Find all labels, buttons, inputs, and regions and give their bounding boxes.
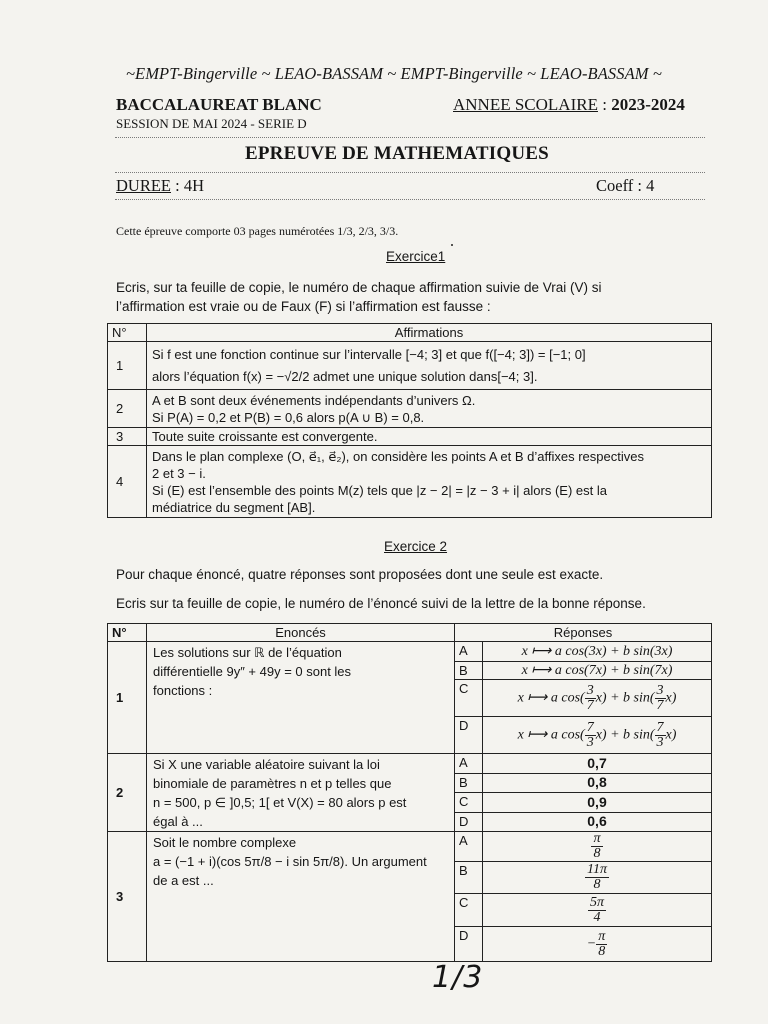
mcq-table [107, 623, 712, 962]
fraction-numerator: 3 [656, 682, 664, 698]
column-header-enonces: Enoncés [147, 624, 455, 642]
answer-letter: D [455, 717, 483, 754]
fraction-numerator: 5π [589, 894, 604, 910]
question-number: 1 [108, 642, 147, 754]
exam-title: BACCALAUREAT BLANC [116, 95, 322, 114]
answer-letter: D [455, 927, 483, 962]
exercice1-instructions [116, 278, 706, 316]
table-row [108, 446, 712, 518]
subject-title: EPREUVE DE MATHEMATIQUES [245, 143, 549, 164]
fraction-denominator: 8 [593, 877, 601, 892]
answer-letter: A [455, 642, 483, 662]
answer-option [483, 832, 712, 862]
answer-letter: D [455, 812, 483, 832]
answer-option: x ⟼ a cos(7x) + b sin(7x) [483, 662, 712, 680]
answer-option [483, 927, 712, 962]
fraction-denominator: 4 [593, 909, 601, 925]
affirmations-table [107, 323, 712, 518]
statement-line: différentielle 9y″ + 49y = 0 sont les [153, 664, 352, 679]
answer-option [483, 862, 712, 894]
question-number: 2 [108, 754, 147, 832]
answer-option [483, 717, 712, 754]
exercice2-instructions-line: Ecris sur ta feuille de copie, le numéro de l’énoncé suivi de la lettre de la bonne réponse. [116, 596, 646, 611]
expr-part: x) + b sin( [595, 690, 655, 706]
row-number: 1 [108, 342, 147, 390]
duration-label: DUREE [116, 176, 171, 195]
statement-line: fonctions : [153, 683, 213, 698]
answer-option: x ⟼ a cos(3x) + b sin(3x) [483, 642, 712, 662]
exercice1-instructions-line: Ecris, sur ta feuille de copie, le numéro de chaque affirmation suivie de Vrai (V) si [116, 280, 602, 295]
table-row [108, 642, 712, 662]
expr-part: x) + b sin( [595, 727, 655, 743]
answer-letter: A [455, 832, 483, 862]
question-statement [147, 642, 455, 754]
fraction [585, 684, 596, 713]
school-year-value: 2023-2024 [611, 95, 685, 114]
affirmation-line: 2 et 3 − i. [152, 465, 206, 481]
fraction [655, 721, 666, 750]
affirmation-text [147, 446, 712, 518]
fraction-numerator: 7 [656, 719, 664, 735]
column-header-reponses: Réponses [455, 624, 712, 642]
expr-part: x) [665, 690, 677, 706]
duration-value: : 4H [171, 176, 204, 195]
fraction [591, 832, 602, 861]
answer-option: 0,7 [483, 754, 712, 774]
fraction [585, 863, 609, 892]
question-statement [147, 832, 455, 962]
question-statement [147, 754, 455, 832]
fraction-denominator: 7 [586, 697, 594, 713]
answer-option: 0,9 [483, 793, 712, 813]
duration [116, 176, 204, 196]
expr-part: x ⟼ a cos( [517, 727, 585, 743]
fraction-denominator: 3 [656, 734, 664, 750]
answer-letter: C [455, 680, 483, 717]
answer-option [483, 680, 712, 717]
fraction-denominator: 8 [593, 846, 601, 861]
column-header-affirmations: Affirmations [147, 324, 712, 342]
exercice2-instructions-line: Pour chaque énoncé, quatre réponses sont proposées dont une seule est exacte. [116, 567, 604, 582]
statement-line: binomiale de paramètres n et p telles que [153, 776, 392, 791]
affirmation-line: Si P(A) = 0,2 et P(B) = 0,6 alors p(A ∪ B) = 0,8. [152, 409, 425, 425]
answer-letter: B [455, 862, 483, 894]
answer-option [483, 894, 712, 927]
page-count-note: Cette épreuve comporte 03 pages numérotées 1/3, 2/3, 3/3. [116, 224, 399, 238]
fraction-numerator: 7 [586, 719, 594, 735]
coefficient: Coeff : 4 [596, 176, 655, 195]
answer-letter: B [455, 662, 483, 680]
affirmation-text: Toute suite croissante est convergente. [147, 428, 712, 446]
school-banner: ~EMPT-Bingerville ~ LEAO-BASSAM ~ EMPT-Bingerville ~ LEAO-BASSAM ~ [126, 64, 662, 83]
statement-line: égal à ... [153, 814, 203, 829]
answer-letter: C [455, 894, 483, 927]
fraction-denominator: 8 [598, 943, 606, 959]
fraction-numerator: π [598, 928, 606, 944]
row-number: 2 [108, 390, 147, 428]
fraction-numerator: π [593, 831, 601, 846]
answer-option: 0,8 [483, 773, 712, 793]
table-row [108, 390, 712, 428]
table-row [108, 342, 712, 390]
answer-letter: B [455, 773, 483, 793]
affirmation-line: Si f est une fonction continue sur l’intervalle [−4; 3] et que f([−4; 3]) = [−1; 0] [152, 346, 586, 362]
table-row [108, 754, 712, 774]
affirmation-line: Si (E) est l’ensemble des points M(z) tels que |z − 2| = |z − 3 + i| alors (E) est la [152, 482, 607, 498]
question-number: 3 [108, 832, 147, 962]
exercice1-title: Exercice1 [386, 249, 446, 264]
column-header-num: N° [108, 324, 147, 342]
statement-line: Les solutions sur ℝ de l’équation [153, 645, 342, 660]
exercice2-title: Exercice 2 [384, 539, 448, 554]
fraction-denominator: 3 [586, 734, 594, 750]
statement-line: de a est ... [153, 873, 214, 888]
fraction [585, 721, 596, 750]
answer-letter: C [455, 793, 483, 813]
row-number: 3 [108, 428, 147, 446]
fraction-numerator: 11π [587, 862, 607, 877]
affirmation-text [147, 390, 712, 428]
divider [115, 172, 705, 173]
fraction-numerator: 3 [586, 682, 594, 698]
exercice1-instructions-line: l’affirmation est vraie ou de Faux (F) si l’affirmation est fausse : [116, 299, 491, 314]
fraction-denominator: 7 [656, 697, 664, 713]
school-year-sep: : [597, 95, 612, 114]
affirmation-line: médiatrice du segment [AB]. [152, 499, 316, 515]
table-header-row [108, 624, 712, 642]
ink-dot [451, 244, 453, 246]
statement-line: Soit le nombre complexe [153, 835, 297, 850]
fraction [655, 684, 666, 713]
statement-line: n = 500, p ∈ ]0,5; 1[ et V(X) = 80 alors p est [153, 795, 407, 810]
affirmation-line: alors l’équation f(x) = −√2/2 admet une unique solution dans[−4; 3]. [152, 368, 538, 384]
school-year [453, 95, 685, 115]
divider [115, 137, 705, 138]
expr-part: x) [665, 727, 677, 743]
answer-letter: A [455, 754, 483, 774]
table-row [108, 832, 712, 862]
statement-line: a = (−1 + i)(cos 5π/8 − i sin 5π/8). Un argument [153, 854, 427, 869]
column-header-num: N° [108, 624, 147, 642]
affirmation-line: A et B sont deux événements indépendants d’univers Ω. [152, 392, 476, 408]
school-year-label: ANNEE SCOLAIRE [453, 95, 598, 114]
divider [115, 199, 705, 200]
fraction [596, 930, 607, 959]
page-number: 1/3 [432, 960, 484, 995]
answer-option: 0,6 [483, 812, 712, 832]
sign: − [586, 936, 597, 952]
expr-part: x ⟼ a cos( [517, 690, 585, 706]
affirmation-line: Dans le plan complexe (O, e⃗₁, e⃗₂), on considère les points A et B d’affixes respectives [152, 448, 644, 464]
table-row [108, 428, 712, 446]
session-label: SESSION DE MAI 2024 - SERIE D [116, 116, 307, 131]
table-header-row [108, 324, 712, 342]
statement-line: Si X une variable aléatoire suivant la loi [153, 757, 380, 772]
fraction [588, 896, 606, 925]
affirmation-text [147, 342, 712, 390]
row-number: 4 [108, 446, 147, 518]
